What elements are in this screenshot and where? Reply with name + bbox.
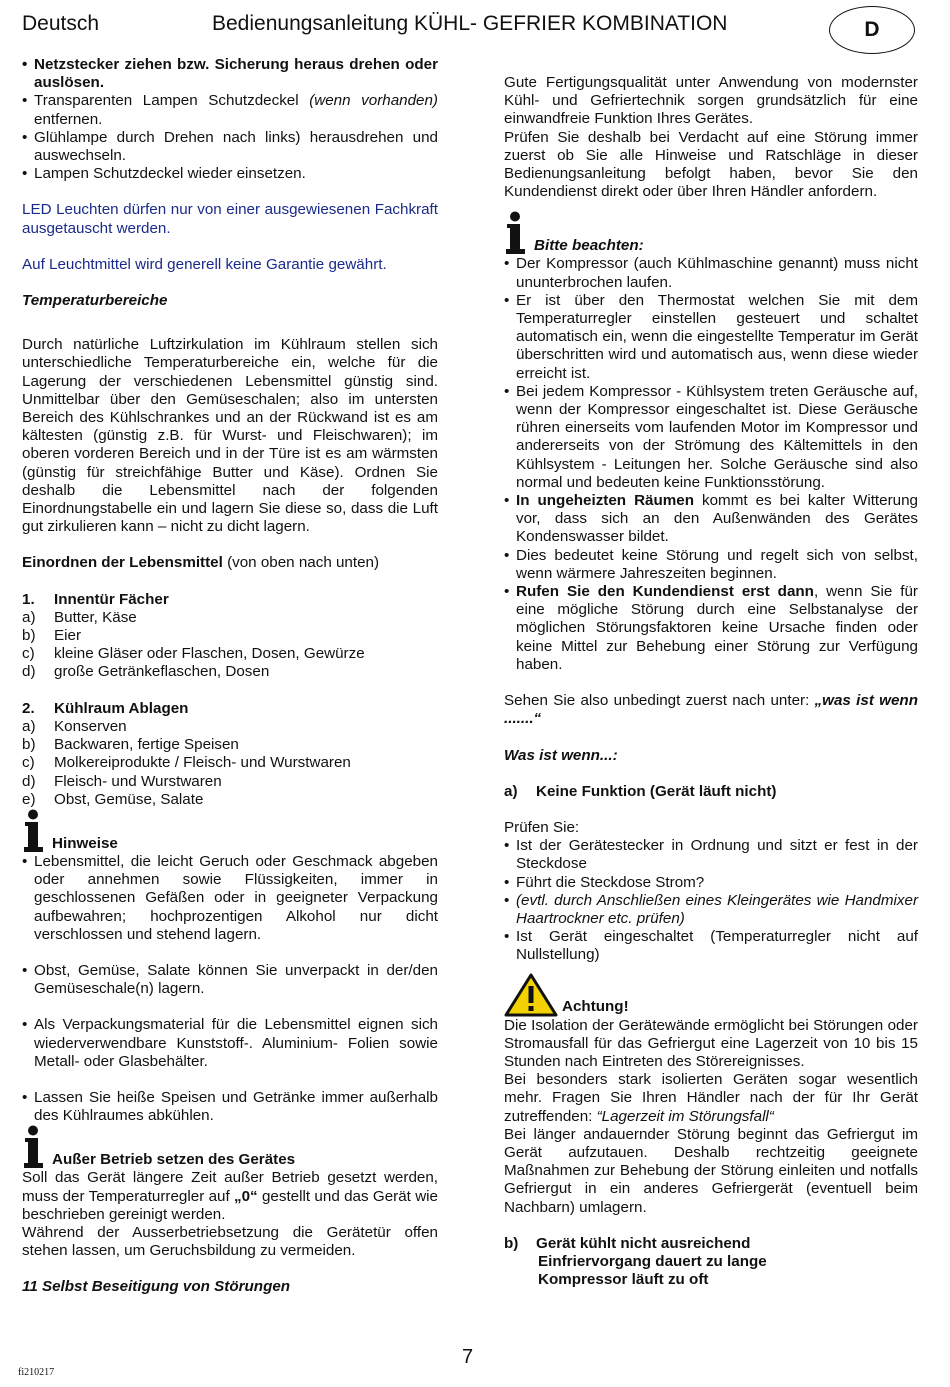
language-badge-label: D [864,18,880,41]
list-item: • In ungeheizten Räumen kommt es bei kalter Witterung vor, dass sich an den Außenwänden des Gerätes Kondenswasser bildet. [504,492,918,546]
list-item: • (evtl. durch Anschließen eines Kleingerätes wie Handmixer Haartrockner etc. prüfen) [504,891,918,927]
left-column [22,56,438,1297]
note-list [504,255,918,674]
list-item: • Der Kompressor (auch Kühlmaschine genannt) muss nicht ununterbrochen laufen. [504,255,918,291]
hints-list [22,853,438,1125]
list-item: • Transparenten Lampen Schutzdeckel (wenn vorhanden) entfernen. [22,92,438,128]
temperature-text: Durch natürliche Luftzirkulation im Kühlraum stellen sich unterschiedliche Temperaturbereiche ein, welche für die Lagerung der verschiedenen Lebensmittel günstig sind. Unmittelbar über den Gemüseschalen; also im untersten Bereich des Kühlschrankes und an der Rückwand ist es am kältesten (günstig z.B. für Wurst- und Fleischwaren); im oberen vorderen Bereich und in der Türe ist es am wärmsten (günstig für streichfähige Butter und Käse). Ordnen Sie deshalb die Lebensmittel nach der folgenden Einordnungstabelle ein und lagern Sie diese so, dass die Luft gut zirkulieren kann – nicht zu dicht lagern. [22,336,438,536]
list-item: • Führt die Steckdose Strom? [504,873,705,891]
document-code: fi210217 [18,1367,55,1378]
page-number: 7 [462,1346,474,1368]
list-item: a) Konserven [22,717,127,735]
list-item: • Glühlampe durch Drehen nach links) herausdrehen und auswechseln. [22,128,438,165]
header-language: Deutsch [22,12,100,35]
offline-heading-row [22,1125,438,1169]
lamp-steps-list [22,56,438,183]
fault-a-heading: a) Keine Funktion (Gerät läuft nicht) [504,782,777,800]
info-icon [22,809,44,853]
check-list [504,837,918,964]
list-item: d) große Getränkeflaschen, Dosen [22,663,270,681]
list-item: • Lebensmittel, die leicht Geruch oder Geschmack abgeben oder annehmen sowie Flüssigkeiten, immer in geschlossenen Gefäßen oder in geeigneter Verpackung aufbewahren; hochprozentigen Alkohol nur dicht verschlossen und stehend lagern. [22,852,438,943]
list-item: • Er ist über den Thermostat welchen Sie mit dem Temperaturregler einstellen gesteuert und schaltet automatisch ein, wenn die eingestellte Temperatur im Gerät überschritten wird und automatisch aus, wenn diese wieder erreicht ist. [504,291,918,382]
intro-text-2: Prüfen Sie deshalb bei Verdacht auf eine Störung immer zuerst ob Sie alle Hinweise und Ratschläge in dieser Bedienungsanleitung befolgt haben, bevor Sie den Kundendienst direkt oder über Ihren Händler anfordern. [504,128,918,201]
offline-text-2: Während der Ausserbetriebsetzung die Gerätetür offen stehen lassen, um Geruchsbildung zu vermeiden. [22,1223,438,1260]
list-item: • Bei jedem Kompressor - Kühlsystem treten Geräusche auf, wenn der Kompressor eingeschaltet ist. Diese Geräusche rühren einerseits vom laufenden Motor im Kompressor und andererseits von der Strömung des Kältemittels in den Kühlsystem - Leitungen her. Solche Geräusche sind also normal und bedeuten keine Funktionsstörung. [504,382,918,491]
offline-heading: Außer Betrieb setzen des Gerätes [52,1151,296,1169]
intro-text: Gute Fertigungsqualität unter Anwendung von modernster Kühl- und Gefriertechnik sorgen grundsätzlich für eine einwandfreie Funktion Ihres Gerätes. [504,74,918,128]
what-if-heading: Was ist wenn...: [504,746,618,764]
hints-heading-row [22,809,438,853]
list-item: • Netzstecker ziehen bzw. Sicherung heraus drehen oder auslösen. [22,56,438,92]
list-item: b) Backwaren, fertige Speisen [22,736,239,754]
info-icon [22,1125,44,1169]
list-item: e) Obst, Gemüse, Salate [22,790,204,808]
warning-heading: Achtung! [562,998,629,1016]
info-icon [504,211,526,255]
door-shelves-list: 1. Innentür Fächer a) Butter, Käse b) Eier c) kleine Gläser oder Flaschen, Dosen, Gewürze d) große Getränkeflaschen, Dosen [22,591,438,682]
section-heading: 11 Selbst Beseitigung von Störungen [22,1278,291,1296]
list-item: • Rufen Sie den Kundendienst erst dann, wenn Sie für eine mögliche Störung durch eine Selbstanalyse der möglichen Störungsfaktoren keine Ursache finden oder keine Mittel zur Behebung einer Störung zur Verfügung haben. [504,583,918,673]
list-item: • Dies bedeutet keine Störung und regelt sich von selbst, wenn wärmere Jahreszeiten beginnen. [504,546,918,582]
list-item: c) Molkereiprodukte / Fleisch- und Wurstwaren [22,754,351,772]
list-item: c) kleine Gläser oder Flaschen, Dosen, Gewürze [22,645,365,663]
warning-text-3: Bei länger andauernder Störung beginnt das Gefriergut im Gerät aufzutauen. Deshalb rechtzeitig geeignete Maßnahmen zur Behebung der Störung einleiten und notfalls Gefriergut in ein anderes Gefriergerät (eventuell beim Nachbarn) umlagern. [504,1125,918,1216]
language-badge [829,6,915,54]
warning-text-2: Bei besonders stark isolierten Geräten sogar wesentlich mehr. Fragen Sie Ihren Händler nach der für Ihr Gerät zutreffenden: “Lagerzeit im Störungsfall“ [504,1071,918,1125]
fridge-shelves-list: 2. Kühlraum Ablagen a) Konserven b) Backwaren, fertige Speisen c) Molkereiprodukte / Fleisch- und Wurstwaren d) Fleisch- und Wurstwaren e) Obst, Gemüse, Salate [22,700,438,809]
warning-heading-row [504,973,918,1017]
list-item: • Obst, Gemüse, Salate können Sie unverpackt in der/den Gemüseschale(n) lagern. [22,961,438,998]
led-note: LED Leuchten dürfen nur von einer ausgewiesenen Fachkraft ausgetauscht werden. [22,201,438,237]
check-label: Prüfen Sie: [504,818,580,836]
hints-heading: Hinweise [52,834,118,852]
warranty-note: Auf Leuchtmittel wird generell keine Garantie gewährt. [22,255,387,273]
note-heading-row [504,211,918,255]
offline-text: Soll das Gerät längere Zeit außer Betrieb gesetzt werden, muss der Temperaturregler auf „0“ gestellt und das Gerät wie beschrieben gereinigt werden. [22,1169,438,1223]
list-item: a) Butter, Käse [22,608,137,626]
note-heading: Bitte beachten: [534,237,644,255]
header-title: Bedienungsanleitung KÜHL- GEFRIER KOMBINATION [212,12,728,35]
right-column [504,74,918,1289]
list-item: • Ist Gerät eingeschaltet (Temperaturregler nicht auf Nullstellung) [504,928,918,964]
see-also-text: Sehen Sie also unbedingt zuerst nach unter: „was ist wenn .......“ [504,692,918,728]
list-item: • Lassen Sie heiße Speisen und Getränke immer außerhalb des Kühlraumes abkühlen. [22,1088,438,1125]
warning-text: Die Isolation der Gerätewände ermöglicht bei Störungen oder Stromausfall für das Gefriergut eine Lagerzeit von 10 bis 15 Stunden nach Eintreten des Störereignisses. [504,1016,918,1070]
sort-heading: Einordnen der Lebensmittel (von oben nach unten) [22,554,380,572]
list-item: • Lampen Schutzdeckel wieder einsetzen. [22,165,306,183]
temperature-heading: Temperaturbereiche [22,292,168,310]
list-item: b) Eier [22,627,82,645]
list-item: • Ist der Gerätestecker in Ordnung und sitzt er fest in der Steckdose [504,837,918,873]
list-item: • Als Verpackungsmaterial für die Lebensmittel eignen sich wiederverwendbare Kunststoff-. Aluminium- Folien sowie Metall- oder Glasbehälter. [22,1016,438,1070]
warning-triangle-icon [504,973,558,1017]
fault-b-heading: b) Gerät kühlt nicht ausreichend Einfriervorgang dauert zu lange Kompressor läuft zu oft [504,1234,767,1289]
list-item: d) Fleisch- und Wurstwaren [22,772,222,790]
